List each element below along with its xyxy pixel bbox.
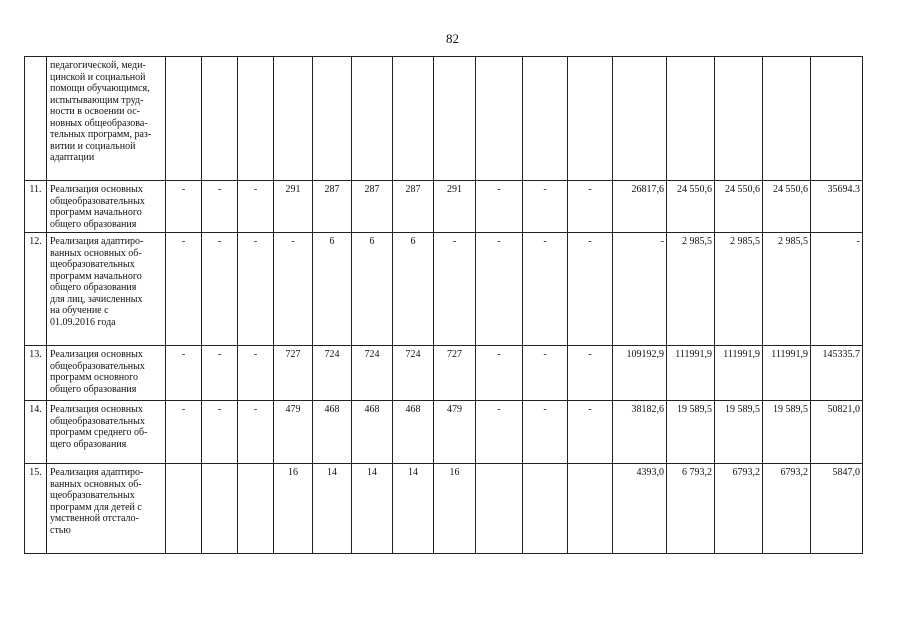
table-cell: [476, 57, 523, 181]
table-cell: 109192,9: [613, 346, 667, 401]
table-cell: 727: [274, 346, 313, 401]
table-cell: [202, 464, 238, 554]
table-cell: 724: [393, 346, 434, 401]
row-index: 13.: [25, 346, 47, 401]
row-index: 14.: [25, 401, 47, 464]
table-cell: 4393,0: [613, 464, 667, 554]
table-cell: [715, 57, 763, 181]
table-cell: -: [238, 233, 274, 346]
table-cell: 468: [393, 401, 434, 464]
table-cell: 291: [434, 181, 476, 233]
table-cell: 468: [352, 401, 393, 464]
table-cell: 19 589,5: [763, 401, 811, 464]
table-cell: -: [476, 181, 523, 233]
row-index: 12.: [25, 233, 47, 346]
table-cell: 291: [274, 181, 313, 233]
table-cell: -: [523, 181, 568, 233]
table-cell: 727: [434, 346, 476, 401]
row-name: Реализация адаптиро- ванных основных об- щеобразовательных программ для детей с умственной отстало- стью: [47, 464, 166, 554]
table-cell: [568, 57, 613, 181]
table-row: [25, 346, 863, 401]
table-cell: -: [568, 233, 613, 346]
table-cell: [811, 57, 863, 181]
table-cell: 50821,0: [811, 401, 863, 464]
table-cell: [166, 57, 202, 181]
table-cell: [393, 57, 434, 181]
table-cell: 16: [274, 464, 313, 554]
table-row: [25, 57, 863, 181]
table-cell: 287: [352, 181, 393, 233]
row-name: Реализация основных общеобразовательных программ основного общего образования: [47, 346, 166, 401]
table-cell: 6: [352, 233, 393, 346]
table-cell: [476, 464, 523, 554]
table-cell: [667, 57, 715, 181]
table-row: [25, 464, 863, 554]
table-cell: [763, 57, 811, 181]
table-cell: [274, 57, 313, 181]
table-cell: -: [166, 181, 202, 233]
table-cell: [523, 57, 568, 181]
table-cell: -: [238, 181, 274, 233]
table-cell: 111991,9: [715, 346, 763, 401]
table-cell: -: [568, 401, 613, 464]
table-cell: -: [476, 346, 523, 401]
table-cell: 24 550,6: [763, 181, 811, 233]
table-cell: [523, 464, 568, 554]
table-cell: [166, 464, 202, 554]
table-cell: 14: [313, 464, 352, 554]
table-cell: -: [202, 233, 238, 346]
page-number: 82: [446, 31, 459, 46]
table-cell: 724: [352, 346, 393, 401]
table-cell: 5847,0: [811, 464, 863, 554]
table-cell: -: [238, 401, 274, 464]
table-cell: -: [523, 346, 568, 401]
table-cell: 287: [393, 181, 434, 233]
row-name: педагогической, меди- цинской и социальной помощи обучающимся, испытывающим труд- ности в освоении ос- новных общеобразова- тельных программ, раз- витии и социальной адаптации: [47, 57, 166, 181]
table-cell: 24 550,6: [667, 181, 715, 233]
table-cell: 111991,9: [667, 346, 715, 401]
row-index: 11.: [25, 181, 47, 233]
table-cell: -: [202, 401, 238, 464]
table-cell: 19 589,5: [715, 401, 763, 464]
table-cell: -: [202, 346, 238, 401]
table-cell: [568, 464, 613, 554]
table-cell: -: [568, 346, 613, 401]
table-cell: 2 985,5: [715, 233, 763, 346]
table-cell: -: [476, 401, 523, 464]
table-cell: -: [274, 233, 313, 346]
table-cell: [613, 57, 667, 181]
table-cell: 6 793,2: [667, 464, 715, 554]
table-cell: -: [476, 233, 523, 346]
table-cell: 35694.3: [811, 181, 863, 233]
table-cell: -: [568, 181, 613, 233]
table-row: [25, 181, 863, 233]
table-cell: 479: [434, 401, 476, 464]
table-cell: 19 589,5: [667, 401, 715, 464]
table-cell: 287: [313, 181, 352, 233]
row-name: Реализация основных общеобразовательных программ среднего об- щего образования: [47, 401, 166, 464]
table-cell: 145335.7: [811, 346, 863, 401]
table-cell: -: [202, 181, 238, 233]
table-cell: 724: [313, 346, 352, 401]
table-cell: -: [811, 233, 863, 346]
table-cell: 6793,2: [715, 464, 763, 554]
table-cell: 111991,9: [763, 346, 811, 401]
row-name: Реализация адаптиро- ванных основных об- щеобразовательных программ начального общего образования для лиц, зачисленных на обучение с 01.09.2016 года: [47, 233, 166, 346]
table-cell: [434, 57, 476, 181]
table-cell: -: [166, 233, 202, 346]
table-row: [25, 401, 863, 464]
table-cell: [238, 464, 274, 554]
table-cell: -: [523, 401, 568, 464]
table-cell: 14: [393, 464, 434, 554]
table-cell: 468: [313, 401, 352, 464]
table-cell: 6793,2: [763, 464, 811, 554]
table-cell: 24 550,6: [715, 181, 763, 233]
table-cell: [352, 57, 393, 181]
table-row: [25, 233, 863, 346]
table-cell: 26817,6: [613, 181, 667, 233]
row-name: Реализация основных общеобразовательных программ начального общего образования: [47, 181, 166, 233]
table-cell: 2 985,5: [763, 233, 811, 346]
table-cell: 6: [393, 233, 434, 346]
table-cell: 38182,6: [613, 401, 667, 464]
table-cell: 479: [274, 401, 313, 464]
table-cell: [202, 57, 238, 181]
table-cell: 2 985,5: [667, 233, 715, 346]
table-cell: [238, 57, 274, 181]
table-cell: 16: [434, 464, 476, 554]
table-cell: 6: [313, 233, 352, 346]
table-cell: [313, 57, 352, 181]
table-cell: -: [166, 346, 202, 401]
table-cell: -: [166, 401, 202, 464]
row-index: 15.: [25, 464, 47, 554]
table-cell: 14: [352, 464, 393, 554]
table-cell: -: [434, 233, 476, 346]
table-cell: -: [238, 346, 274, 401]
data-table: [24, 56, 863, 554]
row-index: [25, 57, 47, 181]
table-cell: -: [613, 233, 667, 346]
table-cell: -: [523, 233, 568, 346]
